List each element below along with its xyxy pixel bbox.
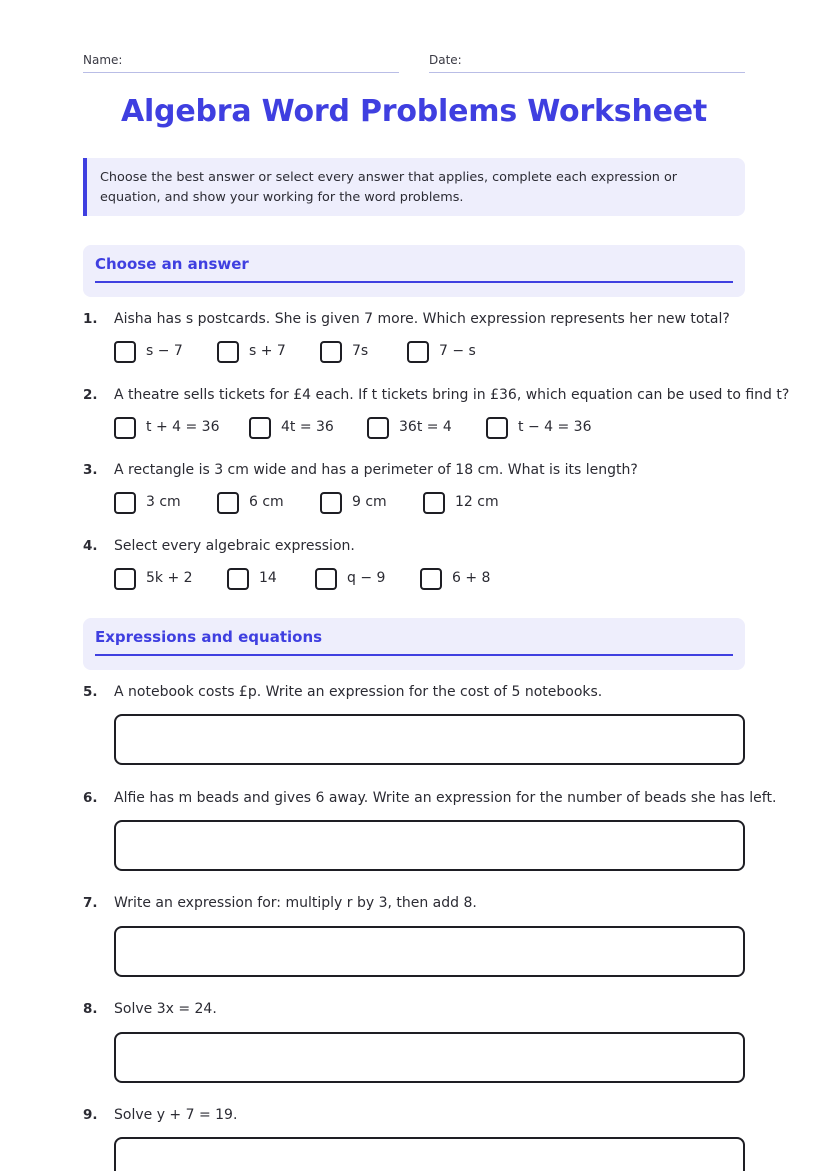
answer-box[interactable] bbox=[114, 820, 745, 871]
instructions-box bbox=[83, 158, 745, 216]
question-number: 5. bbox=[83, 684, 98, 700]
checkbox[interactable] bbox=[407, 341, 429, 363]
checkbox[interactable] bbox=[423, 492, 445, 514]
option-label: 7s bbox=[352, 343, 369, 359]
date-field[interactable] bbox=[429, 72, 745, 73]
answer-box[interactable] bbox=[114, 1137, 745, 1171]
option-label: t − 4 = 36 bbox=[518, 419, 592, 435]
question-number: 4. bbox=[83, 538, 98, 554]
date-label: Date: bbox=[429, 53, 462, 67]
checkbox[interactable] bbox=[320, 492, 342, 514]
section-divider bbox=[95, 281, 733, 283]
option-label: 36t = 4 bbox=[399, 419, 452, 435]
option-label: 14 bbox=[259, 570, 277, 586]
answer-box[interactable] bbox=[114, 1032, 745, 1083]
question-text: Aisha has s postcards. She is given 7 more. Which expression represents her new total? bbox=[114, 311, 730, 327]
instructions-text: Choose the best answer or select every answer that applies, complete each expression or equation, and show your working for the word problems. bbox=[100, 170, 678, 205]
checkbox[interactable] bbox=[114, 341, 136, 363]
question-text: Alfie has m beads and gives 6 away. Write an expression for the number of beads she has left. bbox=[114, 790, 777, 806]
question-number: 9. bbox=[83, 1107, 98, 1123]
question-text: A notebook costs £p. Write an expression for the cost of 5 notebooks. bbox=[114, 684, 603, 700]
question-number: 8. bbox=[83, 1001, 98, 1017]
option-label: 5k + 2 bbox=[146, 570, 193, 586]
answer-box[interactable] bbox=[114, 926, 745, 977]
question-text: A rectangle is 3 cm wide and has a perimeter of 18 cm. What is its length? bbox=[114, 462, 638, 478]
section-title: Expressions and equations bbox=[95, 628, 323, 646]
option-label: 6 + 8 bbox=[452, 570, 491, 586]
checkbox[interactable] bbox=[367, 417, 389, 439]
checkbox[interactable] bbox=[227, 568, 249, 590]
checkbox[interactable] bbox=[217, 341, 239, 363]
option-label: 9 cm bbox=[352, 494, 387, 510]
question-number: 7. bbox=[83, 895, 98, 911]
page-title: Algebra Word Problems Worksheet bbox=[120, 94, 708, 129]
question-text: Solve 3x = 24. bbox=[114, 1001, 217, 1017]
question-number: 3. bbox=[83, 462, 98, 478]
section-title: Choose an answer bbox=[95, 255, 249, 273]
section-divider bbox=[95, 654, 733, 656]
option-label: 12 cm bbox=[455, 494, 499, 510]
question-number: 6. bbox=[83, 790, 98, 806]
checkbox[interactable] bbox=[114, 492, 136, 514]
option-label: s + 7 bbox=[249, 343, 286, 359]
option-label: s − 7 bbox=[146, 343, 183, 359]
option-label: 4t = 36 bbox=[281, 419, 334, 435]
checkbox[interactable] bbox=[486, 417, 508, 439]
section-header-expressions-equations bbox=[83, 618, 745, 670]
checkbox[interactable] bbox=[217, 492, 239, 514]
option-label: t + 4 = 36 bbox=[146, 419, 220, 435]
checkbox[interactable] bbox=[249, 417, 271, 439]
name-field[interactable] bbox=[83, 72, 399, 73]
option-label: 6 cm bbox=[249, 494, 284, 510]
section-header-choose-answer bbox=[83, 245, 745, 297]
name-label: Name: bbox=[83, 53, 123, 67]
question-text: Write an expression for: multiply r by 3, then add 8. bbox=[114, 895, 477, 911]
checkbox[interactable] bbox=[420, 568, 442, 590]
answer-box[interactable] bbox=[114, 714, 745, 765]
question-text: A theatre sells tickets for £4 each. If t tickets bring in £36, which equation can be used to find t? bbox=[114, 387, 790, 403]
option-label: q − 9 bbox=[347, 570, 386, 586]
question-text: Select every algebraic expression. bbox=[114, 538, 355, 554]
checkbox[interactable] bbox=[315, 568, 337, 590]
question-number: 1. bbox=[83, 311, 98, 327]
option-label: 3 cm bbox=[146, 494, 181, 510]
option-label: 7 − s bbox=[439, 343, 476, 359]
checkbox[interactable] bbox=[114, 417, 136, 439]
question-number: 2. bbox=[83, 387, 98, 403]
checkbox[interactable] bbox=[114, 568, 136, 590]
question-text: Solve y + 7 = 19. bbox=[114, 1107, 238, 1123]
checkbox[interactable] bbox=[320, 341, 342, 363]
